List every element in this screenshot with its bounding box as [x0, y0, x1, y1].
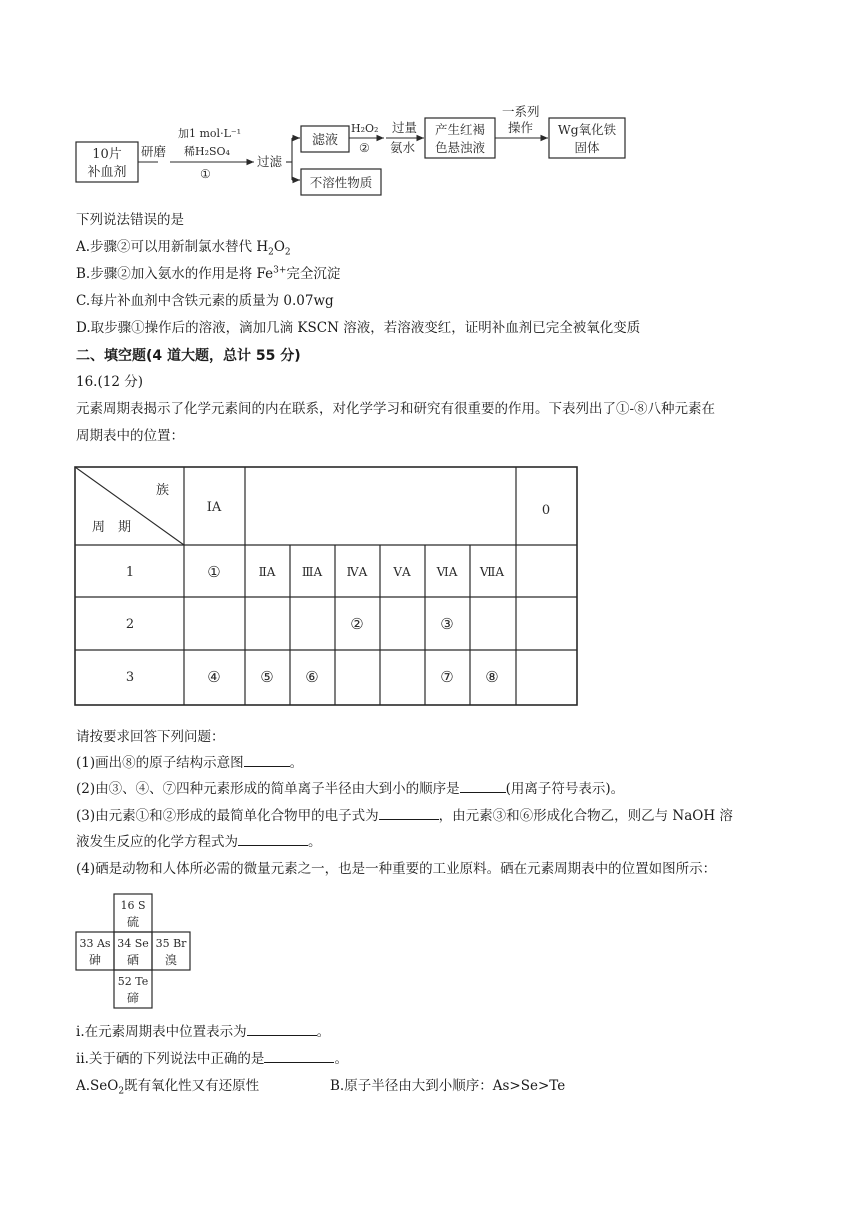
flow-grind-label: 研磨 — [141, 144, 167, 159]
cell-element-3: ③ — [440, 615, 454, 633]
option-b: B.原子半径由大到小顺序：As>Se>Te — [330, 1078, 566, 1094]
q16-heading: 16.(12 分) — [76, 374, 143, 390]
flow-ammonia-bottom: 氨水 — [390, 140, 416, 155]
cell-element-1: ① — [207, 563, 221, 581]
question-3-line1: (3)由元素①和②形成的最简单化合物甲的电子式为 ，由元素③和⑥形成化合物乙，则乙与 NaOH 溶 — [76, 808, 733, 824]
corner-group-label: 族 — [156, 483, 170, 498]
answer-blank-4ii[interactable] — [264, 1049, 334, 1063]
option-a: A.SeO$_2$既有氧化性又有还原性 — [76, 1078, 260, 1097]
q15-option-b: B.步骤②加入氨水的作用是将 $Fe^{3+}$完全沉淀 — [76, 265, 341, 282]
q15-stem: 下列说法错误的是 — [76, 212, 184, 228]
questions-prompt: 请按要求回答下列问题： — [76, 729, 225, 745]
answer-blank-2[interactable] — [460, 779, 506, 793]
flow-suspension-line1: 产生红褐 — [434, 122, 486, 137]
group-header-iiia: ⅢA — [301, 565, 323, 579]
cell-element-5: ⑤ — [260, 668, 274, 686]
period-1-label: 1 — [125, 565, 135, 580]
se-grid-te-number: 52 Te — [117, 975, 149, 988]
flow-product-line1: Wg氧化铁 — [557, 122, 617, 137]
se-grid-s-number: 16 S — [120, 899, 146, 912]
se-grid-as-number: 33 As — [79, 937, 111, 950]
group-header-iia: ⅡA — [258, 565, 276, 579]
answer-blank-4i[interactable] — [247, 1022, 317, 1036]
flow-insoluble-label: 不溶性物质 — [309, 175, 373, 190]
flow-product-line2: 固体 — [574, 140, 600, 155]
flow-start-line2: 补血剂 — [87, 165, 127, 180]
flow-step1: ① — [200, 167, 211, 181]
cell-element-8: ⑧ — [485, 668, 499, 686]
group-header-viia: ⅦA — [479, 565, 505, 579]
group-header-via: ⅥA — [436, 565, 458, 579]
q15-option-c: C.每片补血剂中含铁元素的质量为 0.07wg — [76, 293, 334, 309]
flow-ammonia-top: 过量 — [392, 120, 418, 135]
se-grid-s-name: 硫 — [126, 915, 140, 929]
flow-filter-label: 过滤 — [257, 154, 283, 169]
q15-option-d: D.取步骤①操作后的溶液，滴加几滴 KSCN 溶液，若溶液变红，证明补血剂已完全被氧化变质 — [76, 320, 641, 336]
period-3-label: 3 — [125, 670, 135, 685]
se-grid-se-number: 34 Se — [117, 937, 149, 950]
q16-intro-line2: 周期表中的位置： — [76, 428, 184, 444]
period-2-label: 2 — [125, 617, 135, 632]
se-grid-te-name: 碲 — [126, 991, 140, 1005]
flow-ops-bottom: 操作 — [508, 120, 534, 135]
flow-acid-bottom: 稀H₂SO₄ — [184, 145, 230, 158]
corner-period-label: 周 期 — [92, 520, 132, 535]
periodic-table — [74, 466, 580, 708]
answer-blank-3a[interactable] — [379, 806, 439, 820]
answer-blank-1[interactable] — [244, 753, 290, 767]
q16-intro-line1: 元素周期表揭示了化学元素间的内在联系，对化学学习和研究有很重要的作用。下表列出了①-⑧八种元素在 — [76, 401, 716, 417]
cell-element-4: ④ — [207, 668, 221, 686]
question-2: (2)由③、④、⑦四种元素形成的简单离子半径由大到小的顺序是 (用离子符号表示)。 — [76, 781, 625, 797]
group-header-va: ⅤA — [393, 565, 411, 579]
process-flow-diagram — [60, 100, 640, 200]
flow-h2o2-label: H₂O₂ — [351, 122, 379, 135]
selenium-position-grid — [74, 892, 194, 1010]
flow-step2: ② — [359, 141, 370, 155]
se-grid-br-number: 35 Br — [155, 937, 187, 950]
group-ia-header: ⅠA — [206, 500, 222, 515]
section-heading: 二、填空题(4 道大题，总计 55 分) — [76, 348, 301, 364]
question-4: (4)硒是动物和人体所必需的微量元素之一，也是一种重要的工业原料。硒在元素周期表中的位置如图所示： — [76, 861, 717, 877]
answer-blank-3b[interactable] — [238, 832, 308, 846]
se-grid-as-name: 砷 — [88, 953, 102, 967]
flow-ops-top: 一系列 — [502, 104, 540, 119]
group-header-iva: ⅣA — [346, 565, 368, 579]
group-0-header: 0 — [541, 503, 551, 518]
question-3-line2: 液发生反应的化学方程式为 。 — [76, 834, 322, 850]
q15-option-a: A.步骤②可以用新制氯水替代 $H_2O_2$ — [76, 239, 291, 258]
cell-element-2: ② — [350, 615, 364, 633]
flow-start-line1: 10片 — [92, 147, 122, 162]
sub-question-ii: ⅱ.关于硒的下列说法中正确的是 。 — [76, 1051, 348, 1067]
question-1: (1)画出⑧的原子结构示意图 。 — [76, 755, 304, 771]
se-grid-se-name: 硒 — [126, 953, 140, 967]
cell-element-7: ⑦ — [440, 668, 454, 686]
flow-filtrate-label: 滤液 — [311, 133, 339, 148]
cell-element-6: ⑥ — [305, 668, 319, 686]
se-grid-br-name: 溴 — [164, 953, 178, 967]
flow-acid-top: 加1 mol·L⁻¹ — [178, 127, 242, 140]
sub-question-i: ⅰ.在元素周期表中位置表示为 。 — [76, 1024, 331, 1040]
flow-suspension-line2: 色悬浊液 — [434, 140, 486, 155]
